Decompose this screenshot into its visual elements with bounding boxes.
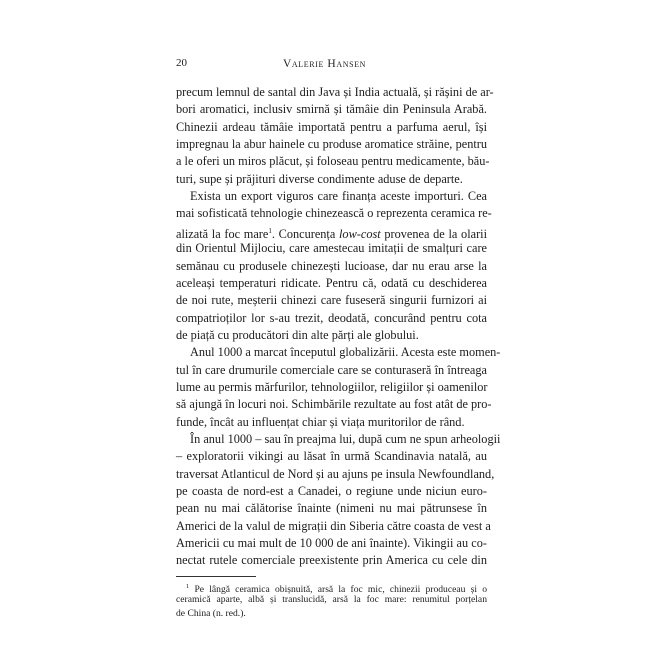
- text-line: Exista un export viguros care finanța aceste importuri. Cea: [190, 189, 487, 204]
- footnote-marker: 1: [268, 226, 272, 235]
- text-line: să ajungă în locuri noi. Schimbările rezultate au fost atât de pro-: [176, 397, 492, 412]
- text-line: precum lemnul de santal din Java și India actuală, și rășini de ar-: [176, 85, 494, 99]
- text-line: din Orientul Mijlociu, care amestecau imitații de smalțuri care: [176, 241, 487, 256]
- text-line: pean nu mai călătorise înainte (nimeni nu mai pătrunsese în: [176, 501, 487, 516]
- running-head: [176, 57, 487, 73]
- text-line: de noi rute, meșterii chinezi care fuseseră singurii furnizori ai: [176, 293, 487, 308]
- text-line: nectat rutele comerciale preexistente prin America cu cele din: [176, 553, 487, 568]
- text-line: Americi de la valul de migrații din Siberia către coasta de vest a: [176, 518, 491, 533]
- text-line: semănau cu produsele chinezești lucioase, dar nu erau arse la: [176, 258, 487, 273]
- page-number: 20: [176, 57, 187, 69]
- text-line: de piață cu producători din alte părți ale globului.: [176, 327, 419, 342]
- text-line: aceleași temperaturi ridicate. Pentru că, odată cu deschiderea: [176, 275, 487, 290]
- text-line: compatrioților lor s-au trezit, deodată, concurând pentru cota: [176, 310, 487, 325]
- emphasis: low-cost: [339, 226, 381, 241]
- footnote-line: $^1$ Pe lângă ceramica obișnuită, arsă la foc mic, chinezii produceau și o: [186, 582, 487, 595]
- text-line: Chinezii ardeau tămâie importată pentru a parfuma aerul, își: [176, 119, 487, 134]
- text-line: funde, încât au influențat chiar și viața muritorilor de rând.: [176, 414, 465, 429]
- text-line: impregnau la abur hainele cu produse aromatice străine, pentru: [176, 137, 487, 152]
- text-line: mai sofisticată tehnologie chinezească o reprezenta ceramica re-: [176, 206, 492, 221]
- text-line: Americii cu mai mult de 10 000 de ani înainte). Vikingii au co-: [176, 536, 487, 551]
- text-line: lume au permis mărfurilor, tehnologiilor, religiilor și oamenilor: [176, 379, 488, 394]
- text-line: traversat Atlanticul de Nord și au ajuns pe insula Newfoundland,: [176, 466, 495, 481]
- running-head-author: Valerie Hansen: [283, 58, 366, 70]
- text-line: alizată la foc mare$^1$. Concurența low-cost provenea de la olarii: [176, 226, 487, 241]
- footnote-line: ceramică aparte, albă și translucidă, arsă la foc mare: renumitul porțelan: [176, 594, 487, 606]
- text-line: Anul 1000 a marcat începutul globalizării. Acesta este momen-: [190, 345, 501, 360]
- text-line: a le oferi un miros plăcut, și foloseau pentru medicamente, bău-: [176, 154, 490, 169]
- text-line: În anul 1000 – sau în preajma lui, după cum ne spun arheologii: [190, 432, 501, 446]
- footnote-line: de China (n. red.).: [176, 607, 246, 619]
- text-line: pe coasta de nord-est a Canadei, o regiune unde niciun euro-: [176, 484, 487, 499]
- text-line: turi, supe și prăjituri diverse condimente aduse de departe.: [176, 171, 463, 186]
- footnote-number: 1: [186, 582, 190, 590]
- text-line: – exploratorii vikingi au lăsat în urmă Scandinavia natală, au: [176, 449, 487, 464]
- text-line: tul în care drumurile comerciale care se conturaseră în întreaga: [176, 362, 487, 377]
- text-line: bori aromatici, inclusiv smirnă și tămâie din Peninsula Arabă.: [176, 102, 487, 117]
